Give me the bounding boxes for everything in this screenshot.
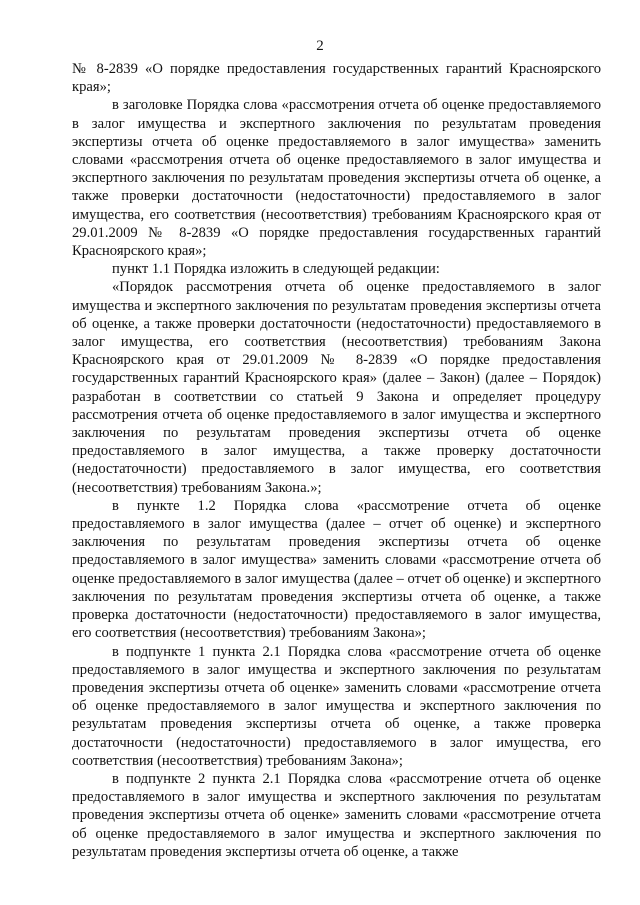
paragraph-item-1-2-amendment: в пункте 1.2 Порядка слова «рассмотрение отчета об оценке предоставляемого в залог имущества (далее – отчет об оценке) и экспертного заключения по результатам проведения экспертизы отчета об оценке предоставляемого в залог имущества» заменить словами «рассмотрение отчета об оценке предоставляемого в залог имущества (далее – отчет об оценке) и экспертного заключения по результатам проведения экспертизы отчета об оценке, а также проверка достаточности (недостаточности) предоставляемого в залог имущества, его соответствия (несоответствия) требованиям Закона»; <box>72 497 601 642</box>
page-number: 2 <box>316 38 324 54</box>
paragraph-item-1-1-text: «Порядок рассмотрения отчета об оценке предоставляемого в залог имущества и экспертного заключения по результатам проведения экспертизы отчета об оценке, а также проверки достаточности (недостаточности) предоставляемого в залог имущества, его соответствия (несоответствия) требованиям Закона Красноярского края от 29.01.2009 № 8-2839 «О порядке предоставления государственных гарантий Красноярского края» (далее – Закон) (далее – Порядок) разработан в соответствии со статьей 9 Закона и определяет процедуру рассмотрения отчета об оценке предоставляемого в залог имущества и экспертного заключения по результатам проведения экспертизы отчета об оценке предоставляемого в залог имущества, а также проверку достаточности (недостаточности) предоставляемого в залог имущества, его соответствия (несоответствия) требованиям Закона.»; <box>72 279 601 496</box>
paragraph-subitem-2-of-2-1: в подпункте 2 пункта 2.1 Порядка слова «рассмотрение отчета об оценке предоставляемого в залог имущества и экспертного заключения по результатам проведения экспертизы отчета об оценке» заменить словами «рассмотрение отчета об оценке предоставляемого в залог имущества и экспертного заключения по результатам проведения экспертизы отчета об оценке, а также <box>72 770 601 860</box>
paragraph-law-reference: № 8-2839 «О порядке предоставления государственных гарантий Красноярского края»; <box>72 61 601 96</box>
paragraph-title-amendment: в заголовке Порядка слова «рассмотрения отчета об оценке предоставляемого в залог имущества и экспертного заключения по результатам проведения экспертизы отчета об оценке предоставляемого в залог имущества» заменить словами «рассмотрения отчета об оценке предоставляемого в залог имущества и экспертного заключения по результатам проведения экспертизы отчета об оценке, а также проверки достаточности (недостаточности) предоставляемого в залог имущества, его соответствия (несоответствия) требованиям Красноярского края от 29.01.2009 № 8-2839 «О порядке предоставления государственных гарантий Красноярского края»; <box>72 97 601 260</box>
paragraph-subitem-1-of-2-1: в подпункте 1 пункта 2.1 Порядка слова «рассмотрение отчета об оценке предоставляемого в залог имущества и экспертного заключения по результатам проведения экспертизы отчета об оценке» заменить словами «рассмотрение отчета об оценке предоставляемого в залог имущества и экспертного заключения по результатам проведения экспертизы отчета об оценке, а также проверка достаточности (недостаточности) предоставляемого в залог имущества, его соответствия (несоответствия) требованиям Закона»; <box>72 643 601 769</box>
paragraph-item-1-1-intro: пункт 1.1 Порядка изложить в следующей редакции: <box>112 261 440 278</box>
document-body <box>72 60 601 861</box>
